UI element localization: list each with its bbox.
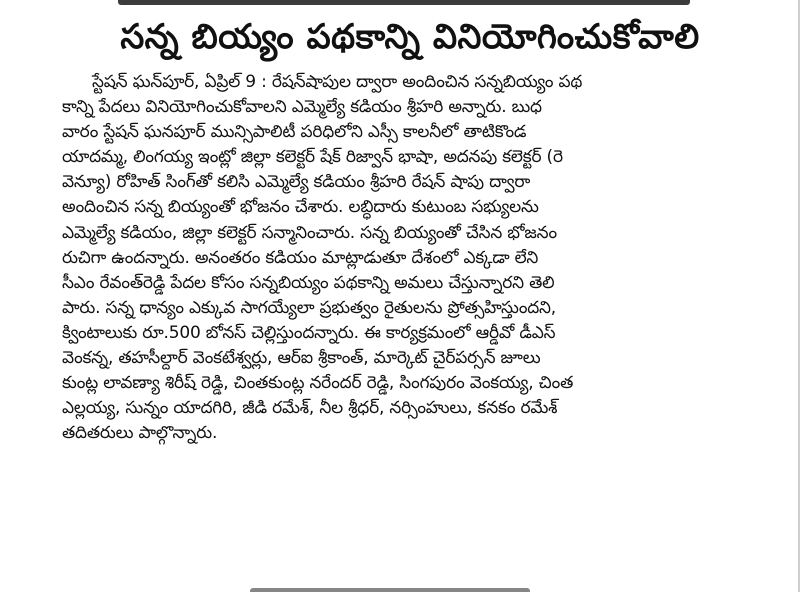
article-line: వెన్యూ) రోహిత్ సింగ్‌తో కలిసి ఎమ్మెల్యే కడియం శ్రీహరి రేషన్ షాపు ద్వారా — [62, 172, 531, 193]
article-line: ఎమ్మెల్యే కడియం, జిల్లా కలెక్టర్ సన్మానించారు. సన్న బియ్యంతో చేసిన భోజనం — [62, 222, 557, 243]
article-line: క్వింటాలుకు రూ.500 బోనస్ చెల్లిస్తుందన్నారు. ఈ కార్యక్రమంలో ఆర్డీవో డీఎస్ — [62, 322, 556, 343]
previous-article-cut — [0, 0, 800, 10]
article-line: వారం స్టేషన్ ఘనపూర్ మున్సిపాలిటీ పరిధిలోని ఎస్సీ కాలనీలో తాటికొండ — [62, 122, 527, 143]
next-article-cut — [0, 584, 800, 592]
article-line: వెంకన్న, తహసీల్దార్ వెంకటేశ్వర్లు, ఆర్ఐ శ్రీకాంత్, మార్కెట్ చైర్‌పర్సన్ జూలు — [62, 348, 541, 369]
article-line: కాన్ని పేదలు వినియోగించుకోవాలని ఎమ్మెల్యే కడియం శ్రీహరి అన్నారు. బుధ — [62, 97, 542, 118]
article-line: తదితరులు పాల్గొన్నారు. — [62, 423, 218, 444]
article-line: కుంట్ల లావణ్యా శిరీష్ రెడ్డి, చింతకుంట్ల నరేందర్ రెడ్డి, సింగపురం వెంకయ్య, చింత — [62, 373, 574, 394]
article-body — [62, 70, 768, 446]
article-line: పారు. సన్న ధాన్యం ఎక్కువ సాగయ్యేలా ప్రభుత్వం రైతులను ప్రోత్సహిస్తుందని, — [62, 297, 556, 318]
article-line: స్టేషన్ ఘన్‌పూర్, ఏప్రిల్ 9 : రేషన్‌షాపుల ద్వారా అందించిన సన్నబియ్యం పథ — [92, 72, 583, 92]
cropped-text-fragment — [118, 0, 690, 5]
article-line: యాదమ్మ, లింగయ్య ఇంట్లో జిల్లా కలెక్టర్ షేక్ రిజ్వాన్ భాషా, అదనపు కలెక్టర్ (రె — [62, 147, 563, 168]
article-line: రుచిగా ఉందన్నారు. అనంతరం కడియం మాట్లాడుతూ దేశంలో ఎక్కడా లేని — [62, 247, 539, 268]
cropped-text-fragment — [250, 588, 530, 592]
article-line: అందించిన సన్న బియ్యంతో భోజనం చేశారు. లబ్ధిదారు కుటుంబ సభ్యులను — [62, 197, 539, 218]
article-headline: సన్న బియ్యం పథకాన్ని వినియోగించుకోవాలి — [120, 17, 700, 57]
article-line: ఎల్లయ్య, సున్నం యాదగిరి, జీడి రమేశ్, నీల శ్రీధర్, నర్సింహులు, కనకం రమేశ్ — [62, 398, 558, 419]
article-line: సీఎం రేవంత్‌రెడ్డి పేదల కోసం సన్నబియ్యం పథకాన్ని అమలు చేస్తున్నారని తెలి — [62, 272, 555, 293]
